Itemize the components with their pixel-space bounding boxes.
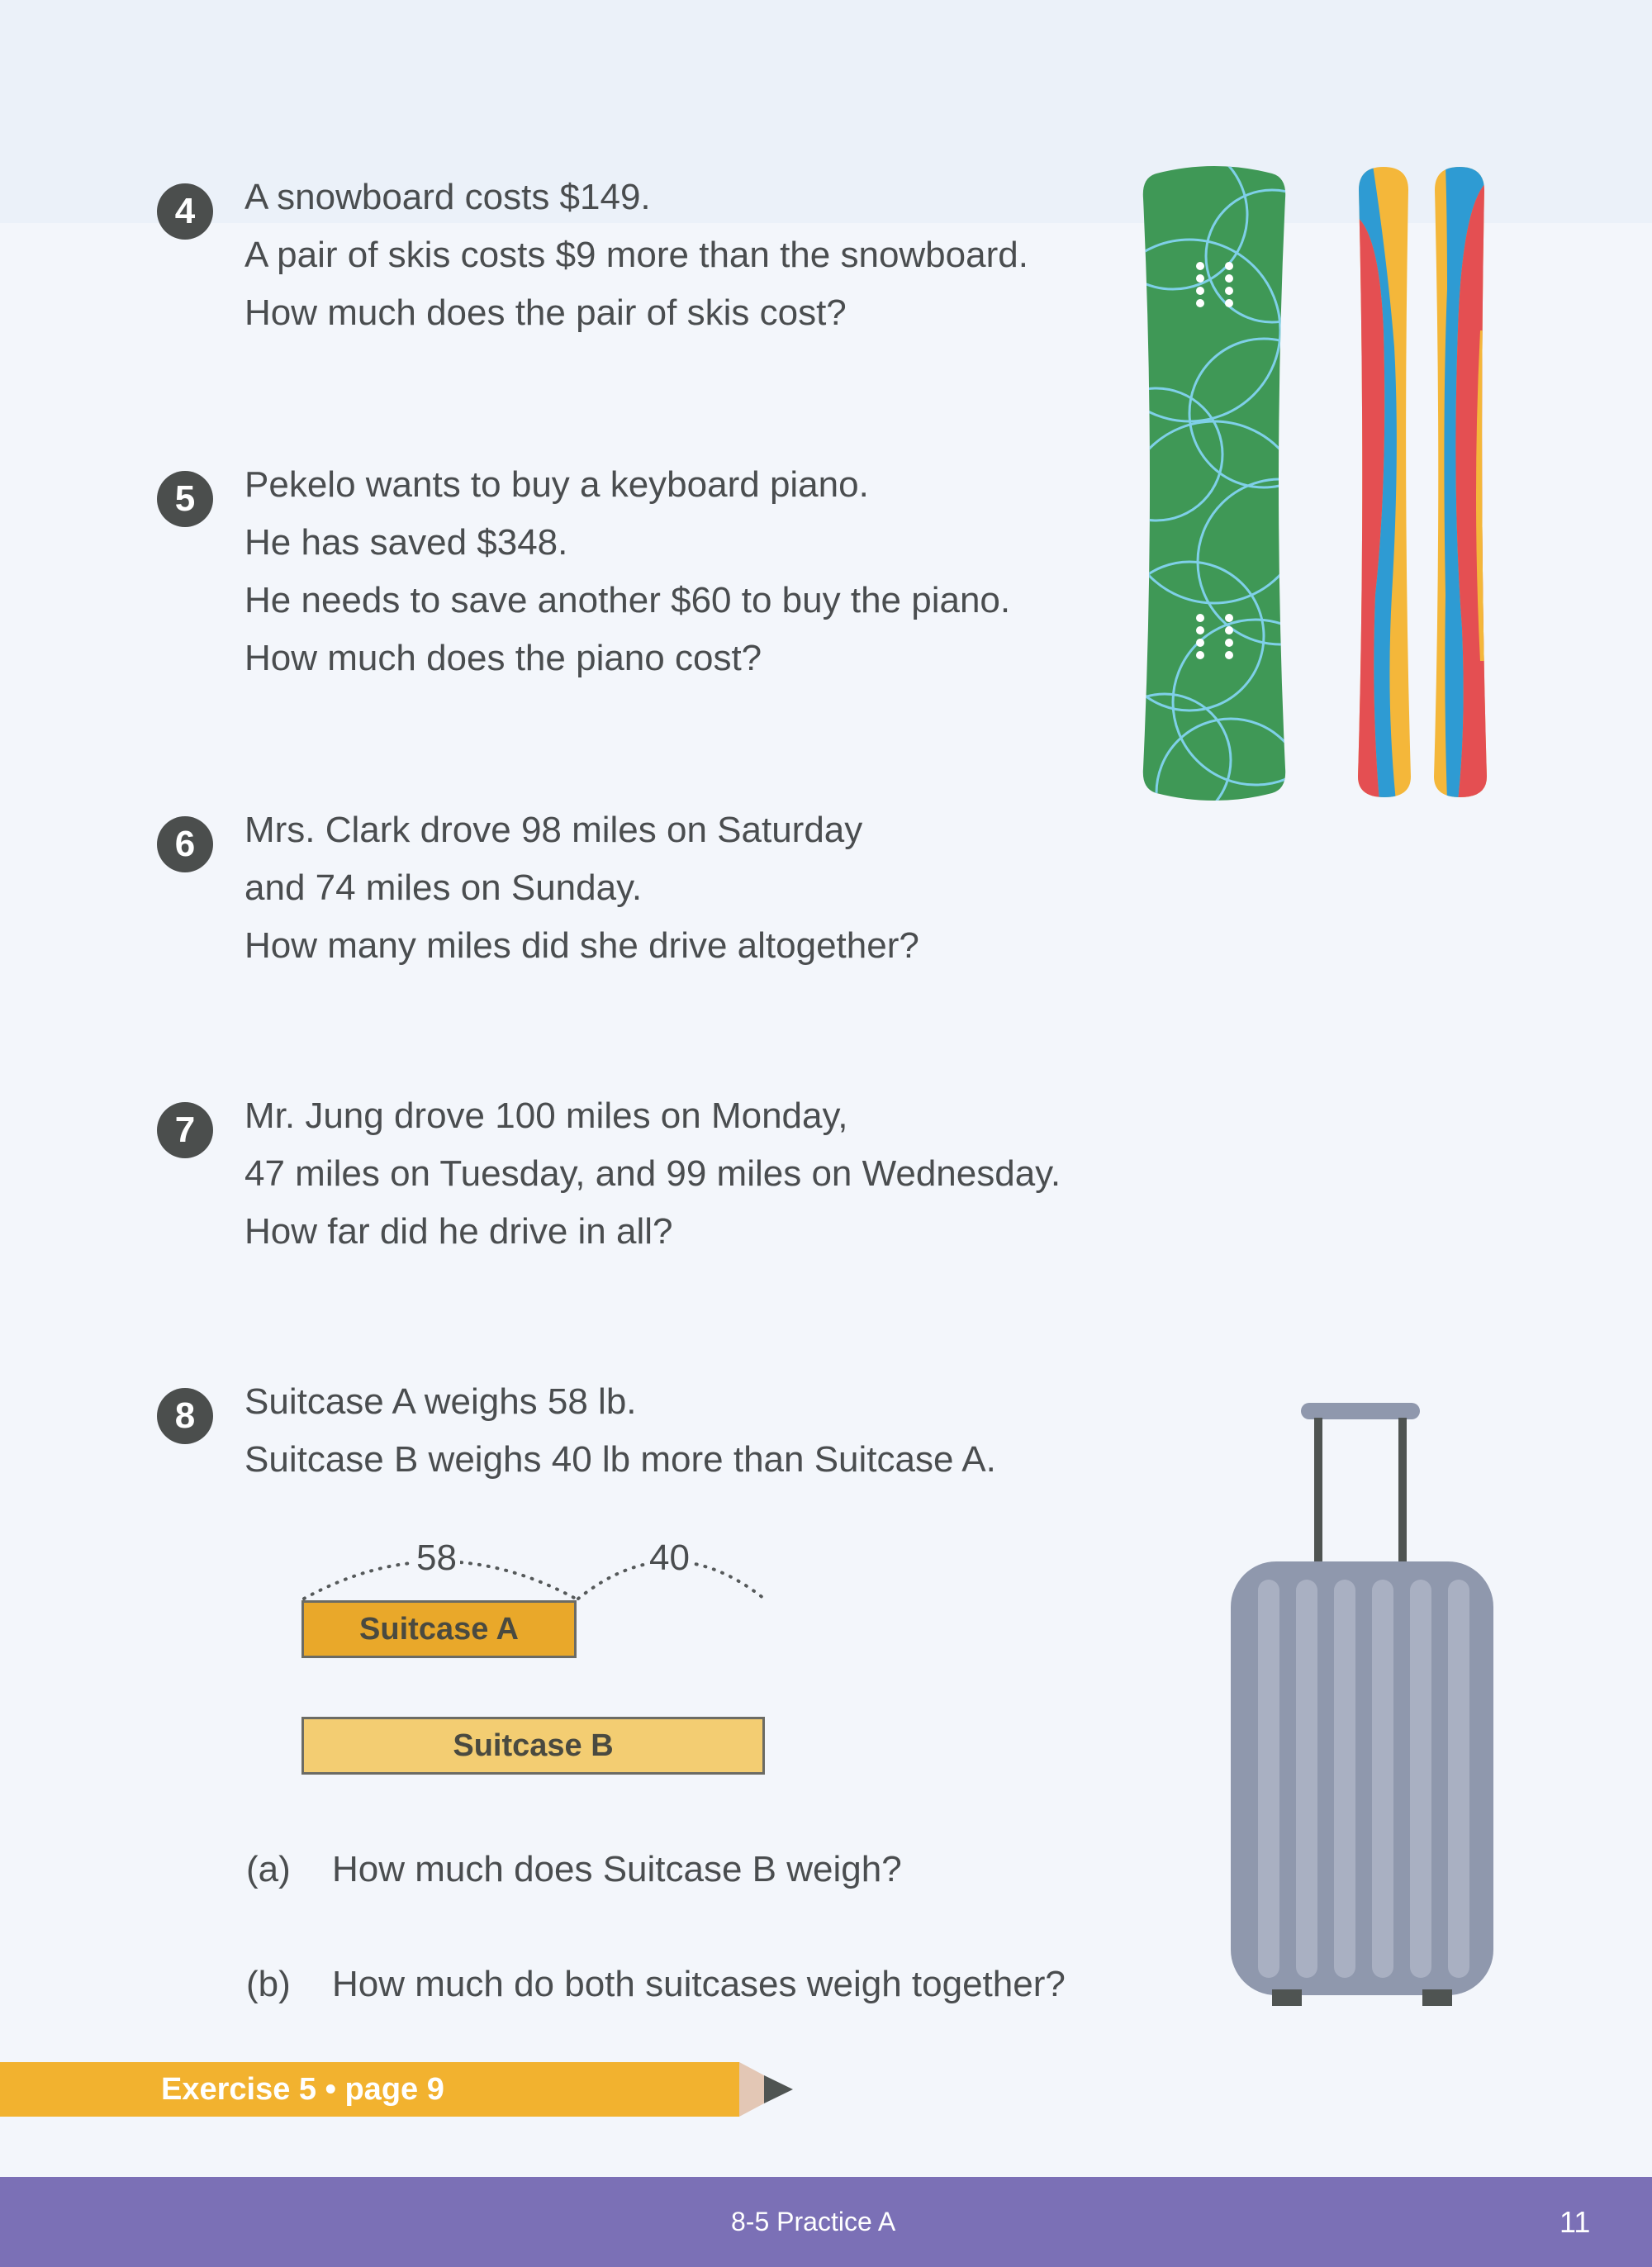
problem-text-line: Pekelo wants to buy a keyboard piano. [244,464,869,505]
subquestion-label: (b) [246,1964,291,2004]
page-number: 11 [1559,2205,1591,2239]
subquestion-text: How much does Suitcase B weigh? [332,1849,902,1889]
footer-lesson-title: 8-5 Practice A [731,2207,896,2236]
snowboard-icon [1140,165,1289,801]
problem-number-badge: 6 [157,816,213,872]
problem-number-badge: 5 [157,471,213,527]
problem-text-line: 47 miles on Tuesday, and 99 miles on Wednesday. [244,1153,1061,1194]
bar-a-value-label: 58 [413,1537,460,1579]
suitcase-b-bar [301,1717,765,1775]
subquestion-label: (a) [246,1849,291,1889]
problem-text-line: He needs to save another $60 to buy the piano. [244,580,1011,620]
suitcase-a-bar-label: Suitcase A [359,1611,519,1647]
page-footer [0,2177,1652,2267]
bar-b-extra-label: 40 [646,1537,693,1579]
suitcase-b-bar-label: Suitcase B [453,1728,614,1763]
problem-text-line: Mrs. Clark drove 98 miles on Saturday [244,810,863,850]
problem-number-badge: 4 [157,183,213,240]
problem-text-line: Suitcase B weighs 40 lb more than Suitcase A. [244,1439,996,1480]
pencil-tip-icon [739,2062,801,2117]
problem-text-line: He has saved $348. [244,522,568,563]
problem-number-badge: 7 [157,1102,213,1158]
exercise-reference-label: Exercise 5 • page 9 [161,2072,444,2107]
suitcase-a-bar [301,1600,577,1658]
rolling-suitcase-icon [1227,1396,1499,2008]
problem-text-line: Mr. Jung drove 100 miles on Monday, [244,1095,848,1136]
problem-number-badge: 8 [157,1388,213,1444]
exercise-reference-link[interactable] [0,2062,739,2117]
problem-text-line: Suitcase A weighs 58 lb. [244,1381,637,1422]
problem-text-line: How much does the pair of skis cost? [244,292,847,333]
problem-text-line: How far did he drive in all? [244,1211,673,1252]
problem-text-line: How much does the piano cost? [244,638,762,678]
subquestion-a [246,1849,902,1890]
problem-text-line: A snowboard costs $149. [244,177,651,217]
problem-text-line: How many miles did she drive altogether? [244,925,919,966]
skis-icon [1355,165,1495,801]
problem-text-line: and 74 miles on Sunday. [244,867,643,908]
subquestion-b [246,1964,1066,2005]
subquestion-text: How much do both suitcases weigh together? [332,1964,1066,2004]
problem-text-line: A pair of skis costs $9 more than the snowboard. [244,235,1028,275]
